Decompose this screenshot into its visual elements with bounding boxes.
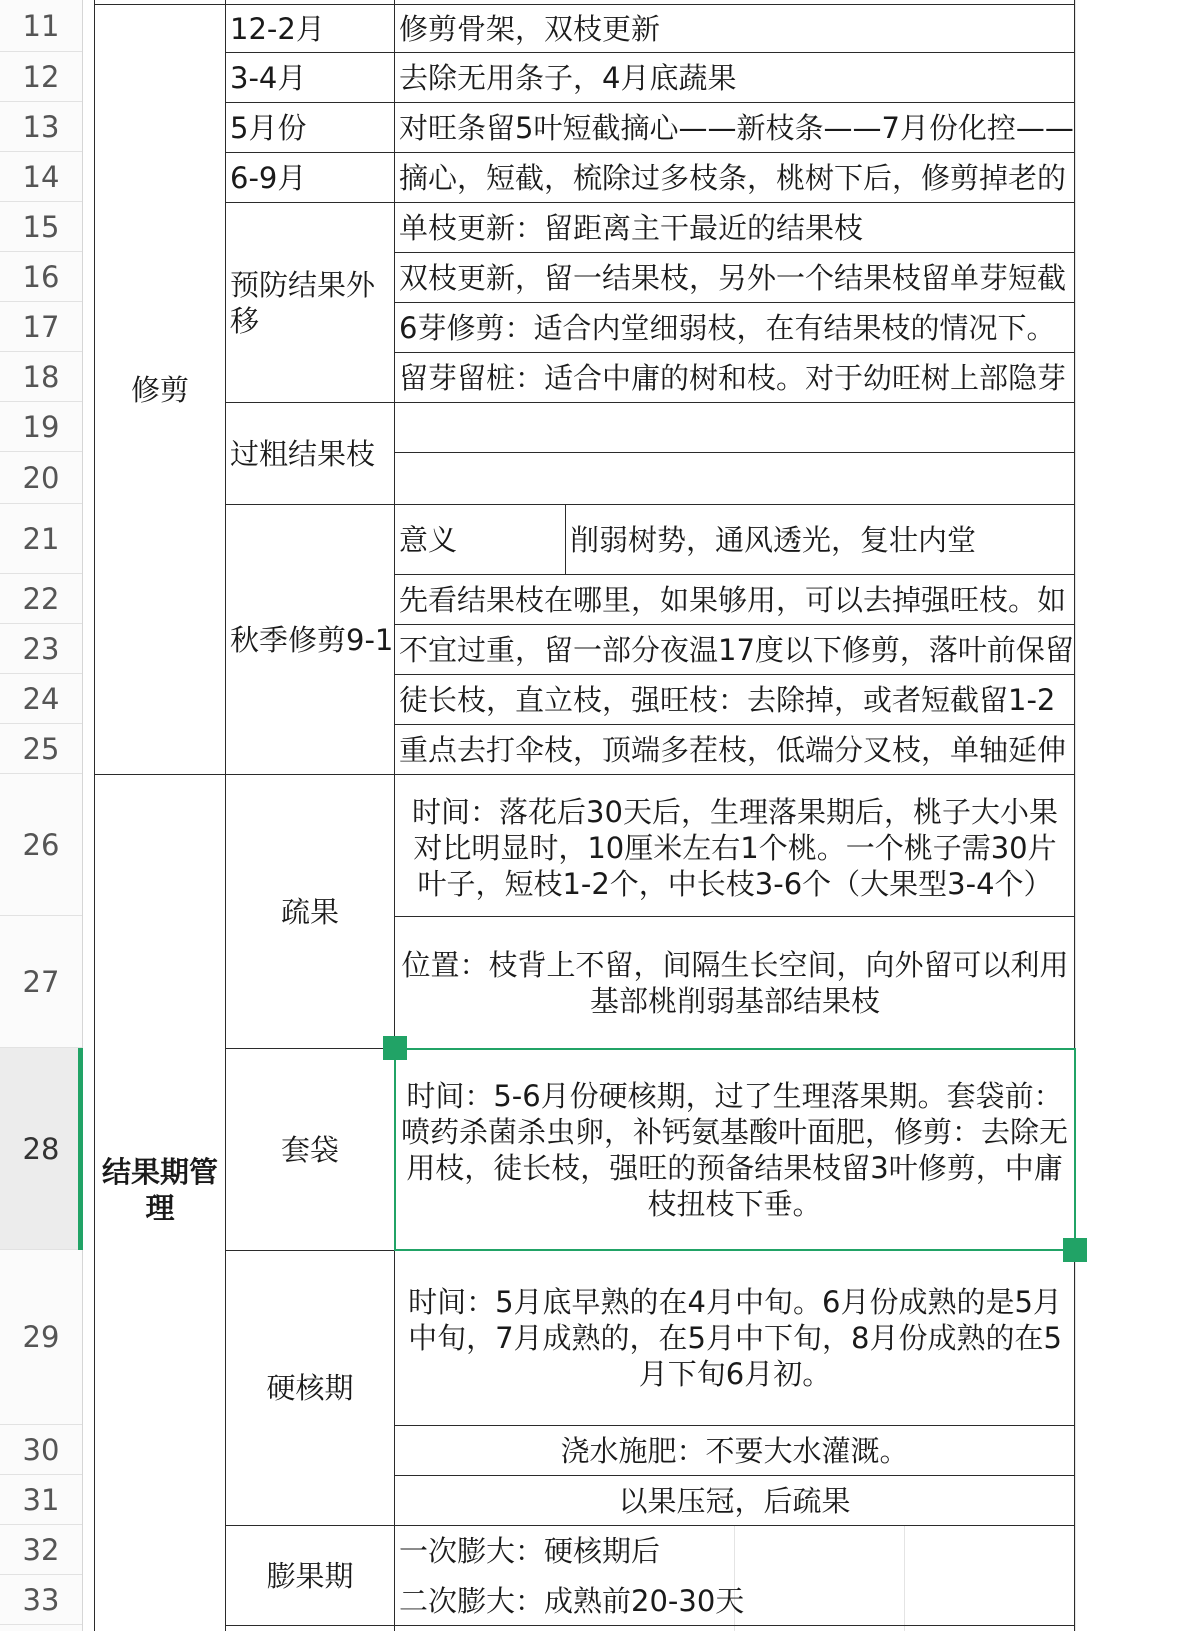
autumn-item[interactable]: 先看结果枝在哪里，如果够用，可以去掉强旺枝。如 bbox=[399, 582, 1067, 617]
autumn-meaning-label[interactable]: 意义 bbox=[399, 522, 458, 557]
row-number[interactable]: 13 bbox=[0, 102, 82, 152]
border bbox=[225, 1625, 1075, 1626]
row-number[interactable]: 16 bbox=[0, 252, 82, 302]
pit-water[interactable]: 浇水施肥：不要大水灌溉。 bbox=[560, 1433, 909, 1468]
row-number[interactable]: 11 bbox=[0, 0, 82, 52]
row-number[interactable]: 24 bbox=[0, 674, 82, 724]
row-number[interactable]: 27 bbox=[0, 916, 82, 1048]
row-header-separator bbox=[82, 0, 83, 1631]
row-number[interactable]: 23 bbox=[0, 624, 82, 674]
prevent-item[interactable]: 双枝更新，留一结果枝，另外一个结果枝留单芽短截 bbox=[399, 260, 1067, 295]
note-cell[interactable]: 对旺条留5叶短截摘心——新枝条——7月份化控—— bbox=[399, 110, 1074, 145]
row-number[interactable]: 29 bbox=[0, 1250, 82, 1425]
month-label[interactable]: 5月份 bbox=[230, 110, 307, 145]
row-number[interactable]: 19 bbox=[0, 402, 82, 452]
row-number[interactable]: 17 bbox=[0, 302, 82, 352]
prevent-item[interactable]: 单枝更新：留距离主干最近的结果枝 bbox=[399, 210, 864, 245]
empty-cell[interactable] bbox=[395, 403, 1074, 452]
thick-branch-label[interactable]: 过粗结果枝 bbox=[230, 436, 376, 471]
group-fruiting[interactable]: 结果期管理 bbox=[101, 1155, 218, 1225]
row-number[interactable]: 31 bbox=[0, 1475, 82, 1525]
pit-time[interactable]: 时间：5月底早熟的在4月中旬。6月份成熟的是5月中旬，7月成熟的，在5月中下旬，8月份成熟的在5月下旬6月初。 bbox=[408, 1285, 1062, 1391]
selected-row-marker bbox=[78, 1048, 83, 1250]
row-number[interactable]: 22 bbox=[0, 574, 82, 624]
row-number-selected[interactable]: 28 bbox=[0, 1048, 82, 1250]
thinning-time[interactable]: 时间：落花后30天后，生理落果期后，桃子大小果对比明显时，10厘米左右1个桃。一个桃子需30片叶子，短枝1-2个，中长枝3-6个（大果型3-4个） bbox=[412, 794, 1058, 901]
note-cell[interactable]: 去除无用条子，4月底蔬果 bbox=[399, 60, 737, 95]
autumn-label[interactable]: 秋季修剪9-1 bbox=[230, 622, 394, 657]
row-number[interactable]: 21 bbox=[0, 504, 82, 574]
gridline bbox=[1075, 0, 1076, 1631]
month-label[interactable]: 3-4月 bbox=[230, 60, 307, 95]
pit-crown[interactable]: 以果压冠，后疏果 bbox=[618, 1483, 851, 1518]
thinning-position[interactable]: 位置：枝背上不留，间隔生长空间，向外留可以利用基部桃削弱基部结果枝 bbox=[401, 947, 1069, 1018]
month-label[interactable]: 6-9月 bbox=[230, 160, 307, 195]
bagging-label[interactable]: 套袋 bbox=[280, 1132, 339, 1167]
row-number[interactable]: 20 bbox=[0, 452, 82, 504]
selection-handle-bottom-right[interactable] bbox=[1063, 1238, 1087, 1262]
swell-second[interactable]: 二次膨大：成熟前20-30天 bbox=[399, 1583, 745, 1618]
prevent-item[interactable]: 6芽修剪：适合内堂细弱枝，在有结果枝的情况下。 bbox=[399, 310, 1056, 345]
thinning-label[interactable]: 疏果 bbox=[280, 894, 339, 929]
swell-label[interactable]: 膨果期 bbox=[266, 1558, 354, 1593]
row-number[interactable]: 15 bbox=[0, 202, 82, 252]
row-number[interactable]: 12 bbox=[0, 52, 82, 102]
empty-cell[interactable] bbox=[395, 453, 1074, 504]
prevent-label[interactable]: 预防结果外移 bbox=[230, 267, 376, 338]
row-number[interactable]: 14 bbox=[0, 152, 82, 202]
autumn-item[interactable]: 徒长枝，直立枝，强旺枝：去除掉，或者短截留1-2 bbox=[399, 682, 1056, 717]
bagging-text[interactable]: 时间：5-6月份硬核期，过了生理落果期。套袋前：喷药杀菌杀虫卵，补钙氨基酸叶面肥，修剪：去除无用枝，徒长枝，强旺的预备结果枝留3叶修剪，中庸枝扭枝下垂。 bbox=[400, 1078, 1068, 1221]
row-number[interactable]: 30 bbox=[0, 1425, 82, 1475]
row-number[interactable]: 33 bbox=[0, 1575, 82, 1625]
prevent-item[interactable]: 留芽留桩：适合中庸的树和枝。对于幼旺树上部隐芽 bbox=[399, 360, 1067, 395]
cell-selection[interactable] bbox=[394, 1048, 1076, 1251]
group-pruning[interactable]: 修剪 bbox=[130, 372, 189, 407]
note-cell[interactable]: 摘心，短截，梳除过多枝条，桃树下后，修剪掉老的 bbox=[399, 160, 1067, 195]
row-number[interactable]: 26 bbox=[0, 774, 82, 916]
border bbox=[1074, 0, 1075, 1631]
row-number[interactable]: 25 bbox=[0, 724, 82, 774]
note-cell[interactable]: 修剪骨架，双枝更新 bbox=[399, 11, 661, 46]
selection-handle-top-left[interactable] bbox=[383, 1036, 407, 1060]
swell-first[interactable]: 一次膨大：硬核期后 bbox=[399, 1533, 661, 1568]
autumn-meaning-text[interactable]: 削弱树势，通风透光，复壮内堂 bbox=[570, 522, 977, 557]
pit-label[interactable]: 硬核期 bbox=[266, 1371, 354, 1405]
autumn-item[interactable]: 重点去打伞枝，顶端多茬枝，低端分叉枝，单轴延伸 bbox=[399, 732, 1067, 767]
month-label[interactable]: 12-2月 bbox=[230, 11, 325, 46]
row-number[interactable]: 32 bbox=[0, 1525, 82, 1575]
autumn-item[interactable]: 不宜过重，留一部分夜温17度以下修剪，落叶前保留 bbox=[399, 632, 1074, 667]
row-number[interactable]: 18 bbox=[0, 352, 82, 402]
